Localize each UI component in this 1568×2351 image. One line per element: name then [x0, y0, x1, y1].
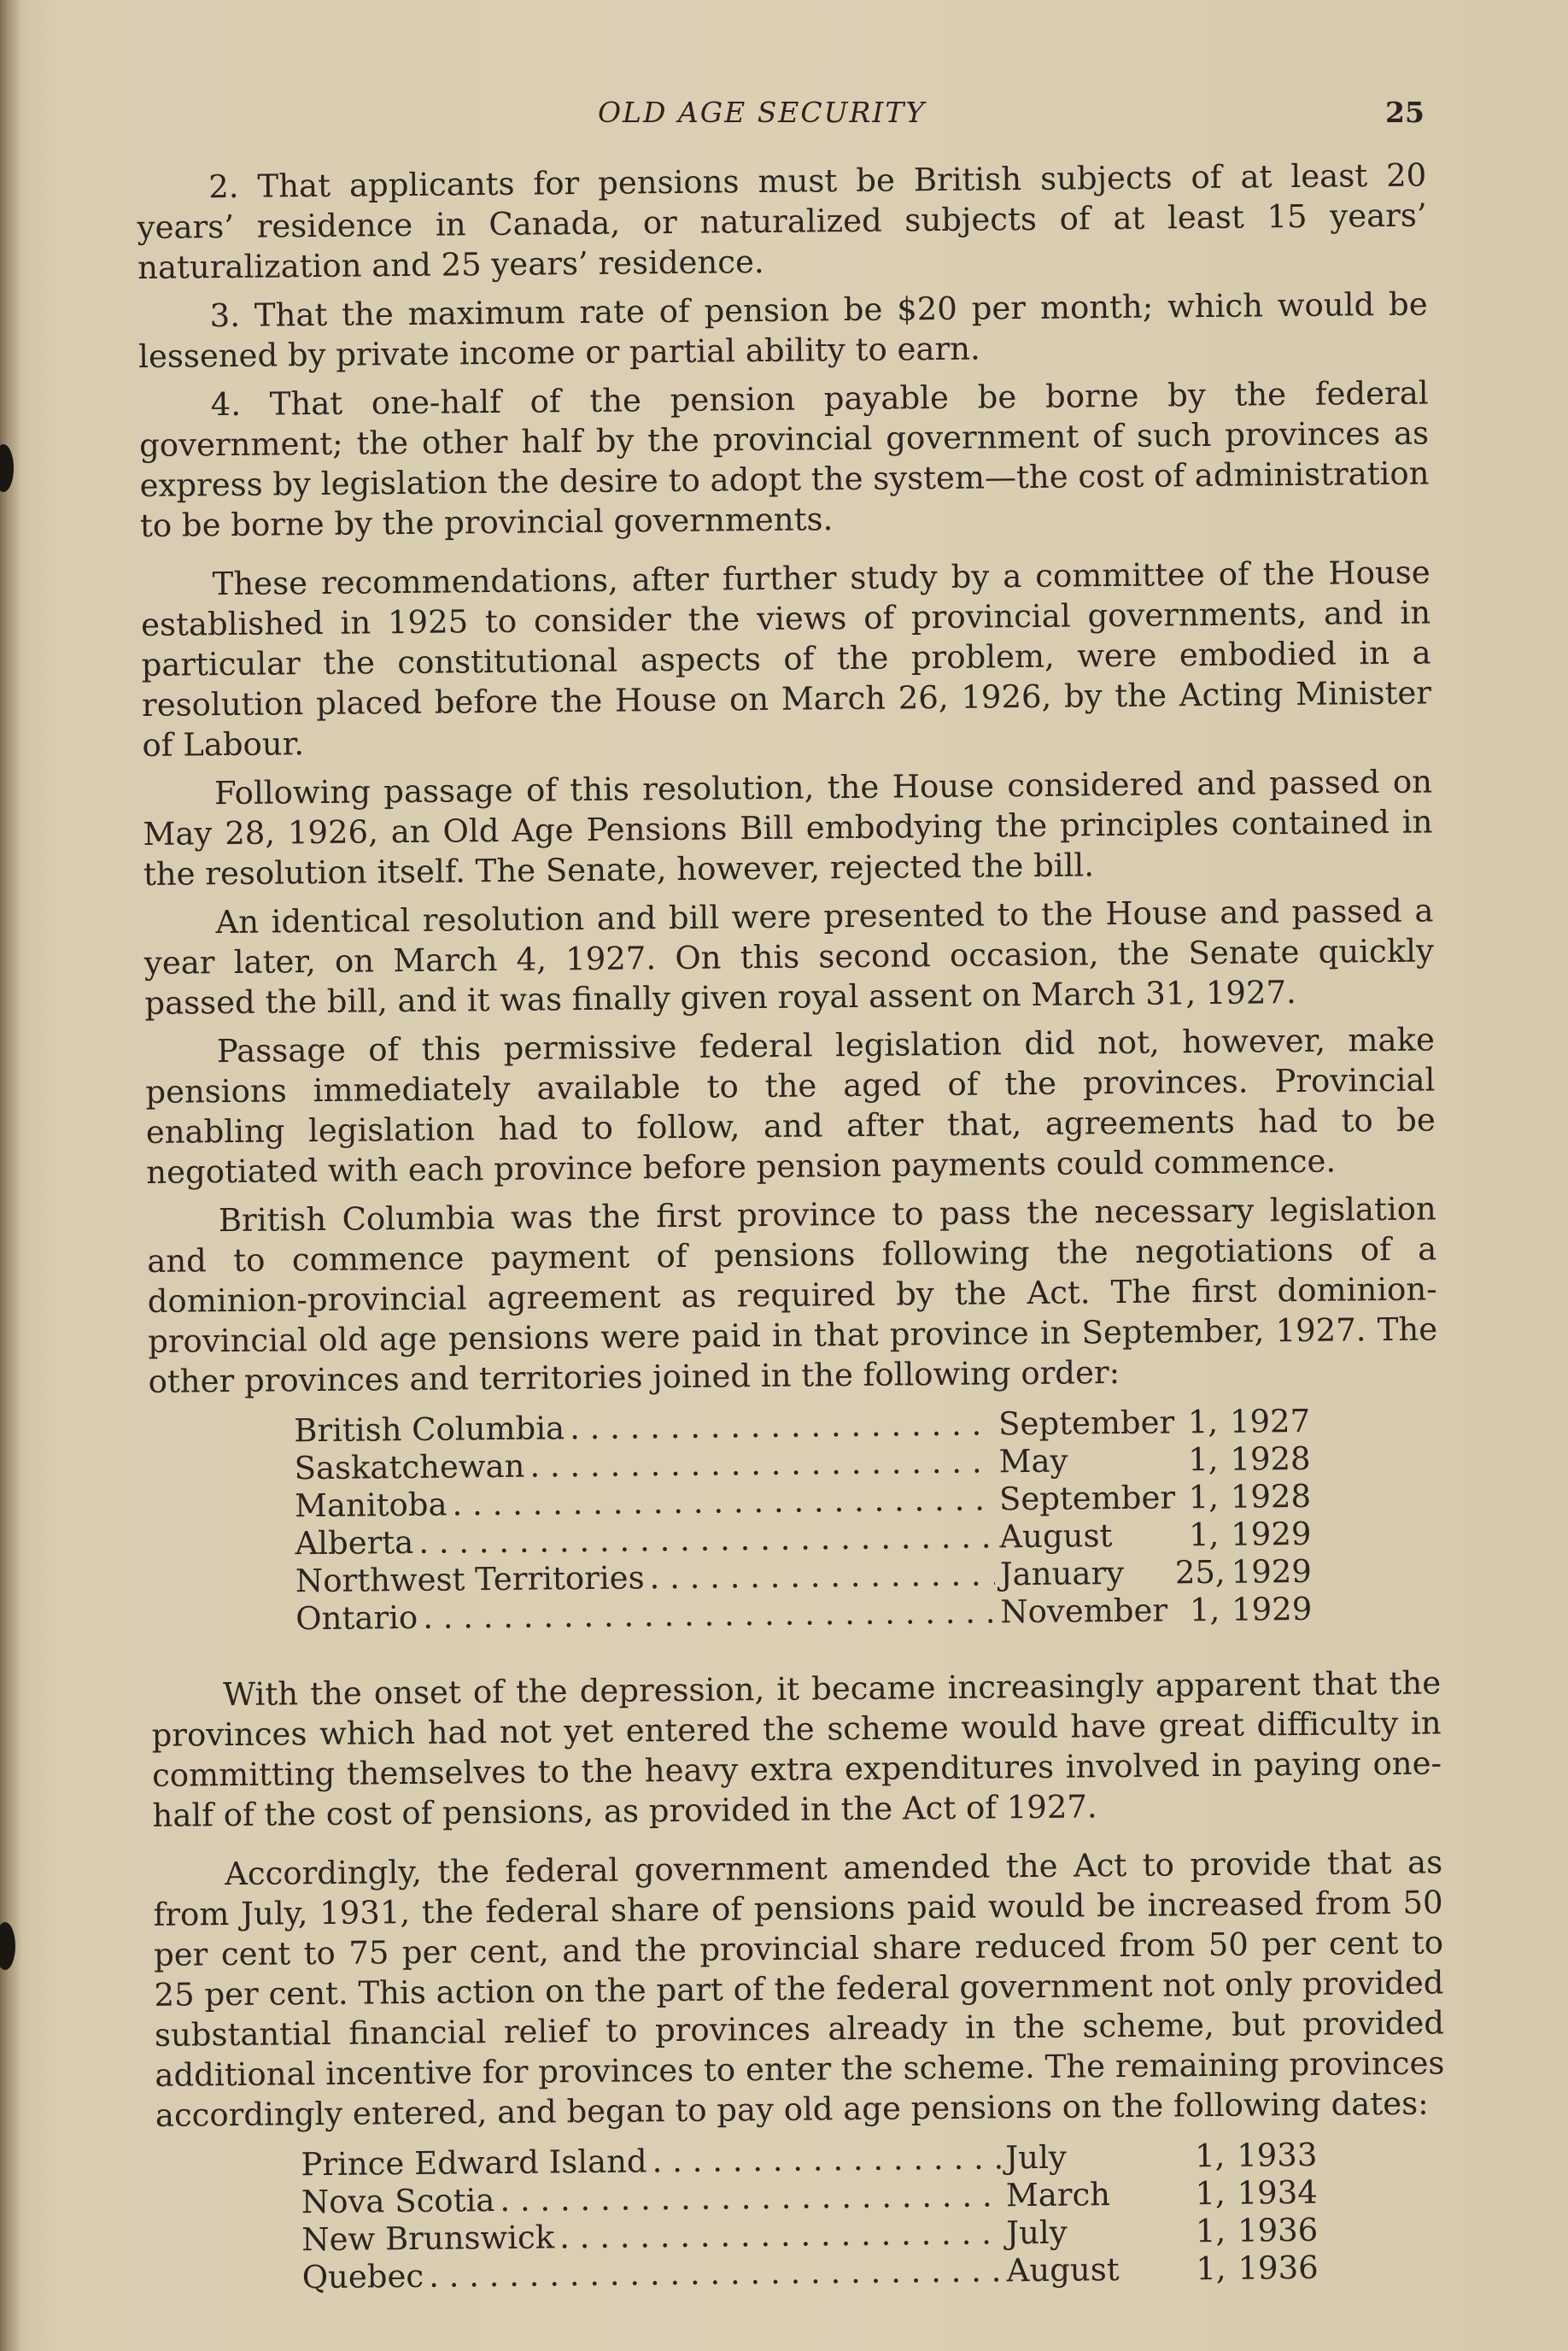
paragraph-recommendation-4: 4. That one-half of the pension payable be borne by the federal government; the other half by the provincial government of such provinces as express by legislation the desire to adopt the system—the cost of administration to be borne by the provincial governments. [138, 374, 1430, 544]
paragraph-recommendation-3: 3. That the maximum rate of pension be $20 per month; which would be lessened by private income or partial ability to earn. [137, 285, 1428, 375]
entry-year: 1928 [1230, 1477, 1312, 1516]
entry-year: 1936 [1237, 2211, 1319, 2249]
province-name: Northwest Territories [295, 1559, 645, 1600]
province-name: Quebec [301, 2257, 424, 2296]
entry-year: 1928 [1230, 1439, 1311, 1478]
entry-day: 25, [1174, 1553, 1226, 1592]
entry-month: July [1005, 2138, 1068, 2177]
dot-leader [429, 2250, 1002, 2295]
entry-year: 1933 [1237, 2136, 1318, 2174]
province-name: Prince Edward Island [301, 2143, 647, 2184]
paragraph-bill-1927: An identical resolution and bill were presented to the House and passed a year later, on March 4, 1927. On this second occasion, the Senate quickly passed the bill, and it was finally given royal assent on March 31, 1927. [143, 892, 1435, 1022]
entry-year: 1934 [1237, 2173, 1319, 2212]
entry-year: 1929 [1231, 1552, 1313, 1591]
province-name: British Columbia [293, 1410, 565, 1450]
binding-shadow [0, 0, 22, 2351]
entry-year: 1936 [1237, 2248, 1319, 2287]
body-text [137, 155, 1447, 2334]
paragraph-british-columbia: British Columbia was the first province to pass the necessary legislation and to commence payment of pensions following the negotiations of a dominion-provincial agreement as required by the Act. The first dominion-provincial old age pensions were paid in that province in September, 1927. The other provinces and territories joined in the following order: [147, 1190, 1438, 1400]
entry-dates-list-1927-1929 [294, 1401, 1312, 1636]
paragraph-permissive-legislation: Passage of this permissive federal legislation did not, however, make pensions immediately available to the aged of the provinces. Provincial enabling legislation had to follow, and after that, agreements had to be negotiated with each province before pension payments could commence. [145, 1021, 1436, 1191]
running-title: OLD AGE SECURITY [598, 96, 927, 129]
dot-leader [652, 2137, 1000, 2181]
paragraph-amendment: Accordingly, the federal government amended the Act to provide that as from July, 1931, the federal share of pensions paid would be increased from 50 per cent to 75 per cent, and the provincial share reduced from 50 per cent to 25 per cent. This action on the part of the federal government not only provided substantial financial relief to provinces already in the scheme, but provided additional incentive for provinces to enter the scheme. The remaining provinces accordingly entered, and began to pay old age pensions on the following dates: [153, 1844, 1445, 2134]
entry-month: July [1006, 2213, 1068, 2252]
paragraph-recommendation-2: 2. That applicants for pensions must be British subjects of at least 20 years’ residence in Canada, or naturalized subjects of at least 15 years’ naturalization and 25 years’ residence. [137, 156, 1427, 286]
paragraph-bill-1926: Following passage of this resolution, the House considered and passed on May 28, 1926, an Old Age Pensions Bill embodying the principles contained in the resolution itself. The Senate, however, rejected the bill. [143, 763, 1433, 893]
entry-day: 1, [1194, 2137, 1226, 2175]
entry-month: August [999, 1517, 1113, 1556]
entry-month: January [999, 1554, 1125, 1593]
running-head [0, 96, 1568, 138]
dot-leader [423, 1592, 996, 1637]
entry-day: 1, [1188, 1516, 1220, 1554]
entry-year: 1929 [1231, 1590, 1313, 1628]
paragraph-depression: With the onset of the depression, it became increasingly apparent that the provinces which had not yet entered the scheme would have great difficulty in committing themselves to the heavy extra expenditures involved in paying one-half of the cost of pensions, as provided in the Act of 1927. [151, 1664, 1442, 1834]
province-name: Saskatchewan [294, 1447, 525, 1487]
province-name: Ontario [295, 1598, 418, 1638]
entry-year: 1927 [1229, 1402, 1311, 1440]
province-name: Alberta [295, 1523, 414, 1562]
entry-day: 1, [1188, 1478, 1220, 1516]
province-name: Manitoba [294, 1486, 448, 1525]
entry-month: September [998, 1479, 1176, 1518]
entry-day: 1, [1187, 1403, 1219, 1441]
province-name: Nova Scotia [301, 2182, 495, 2221]
entry-day: 1, [1188, 1440, 1219, 1479]
page-number: 25 [1385, 96, 1425, 129]
entry-dates-list-1933-1936 [301, 2135, 1319, 2295]
entry-month: September [998, 1404, 1175, 1443]
entry-month: August [1006, 2251, 1120, 2289]
entry-day: 1, [1196, 2249, 1226, 2288]
entry-day: 1, [1189, 1591, 1220, 1629]
province-name: New Brunswick [301, 2219, 555, 2259]
entry-month: November [1000, 1592, 1168, 1631]
entry-day: 1, [1195, 2212, 1226, 2250]
dot-leader [649, 1554, 995, 1598]
paragraph-committee: These recommendations, after further study by a committee of the House established in 1925 to consider the views of provincial governments, and in particular the constitutional aspects of the problem, were embodied in a resolution placed before the House on March 26, 1926, by the Acting Minister of Labour. [140, 554, 1432, 764]
entry-month: May [998, 1442, 1068, 1480]
entry-year: 1929 [1231, 1515, 1312, 1553]
entry-month: March [1005, 2176, 1111, 2214]
entry-day: 1, [1195, 2174, 1226, 2213]
